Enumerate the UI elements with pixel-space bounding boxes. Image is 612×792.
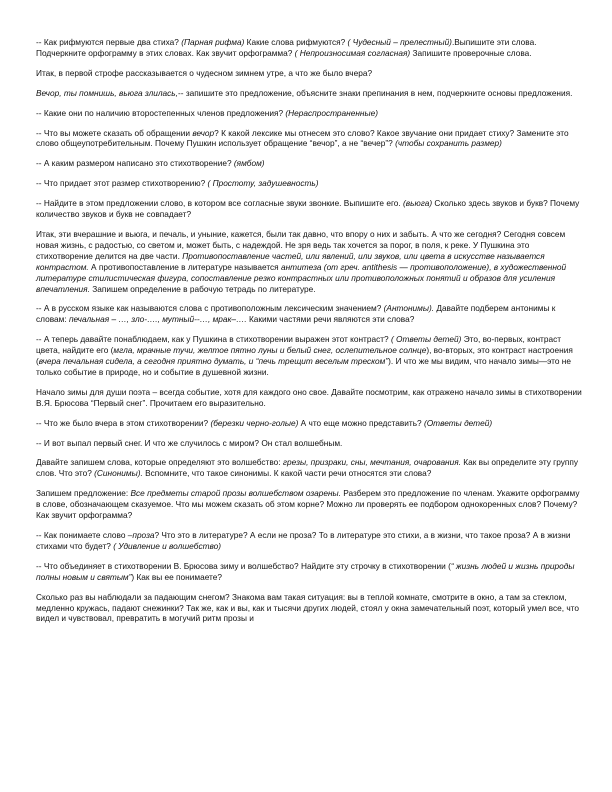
text-run: -- Что объединяет в стихотворении В. Брюсова зиму и волшебство? Найдите эту строчку в стихотворении ( — [36, 560, 451, 571]
italic-text: мгла, мрачные тучи, желтое пятно луны и белый снег, ослепительное солнце — [113, 345, 427, 356]
paragraph — [36, 108, 586, 119]
paragraph — [36, 88, 586, 99]
italic-text: проза — [132, 530, 155, 540]
text-run: -- Какие они по наличию второстепенных членов предложения? — [36, 107, 286, 118]
text-run: -- А в русском языке как называются слова с противоположным лексическим значением? — [36, 303, 384, 314]
text-run: Запишем предложение: — [36, 488, 131, 499]
text-run: ). И что же мы видим, что начало зимы—это не только событие в природе, но и событие в душевной жизни. — [36, 356, 572, 377]
italic-text: Вечор, ты помнишь, вьюга злилась, — [36, 87, 178, 98]
paragraph — [36, 158, 586, 169]
text-run: ) Как вы ее понимаете? — [131, 571, 222, 582]
italic-text: грезы, призраки, сны, мечтания, очарования. — [282, 457, 461, 468]
text-run: Как вы определите эту группу слов. Что это? — [36, 457, 579, 479]
text-run: -- Как понимаете слово – — [36, 530, 133, 540]
italic-text: (чтобы сохранить размер) — [395, 138, 502, 149]
italic-text: (Синонимы). — [94, 468, 143, 479]
italic-text: (Антонимы). — [383, 303, 435, 314]
italic-text: Противопоставление частей, или явлений, или звуков, или цвета в искусстве называется контрастом. — [36, 250, 545, 272]
text-run: А что еще можно представить? — [298, 417, 424, 428]
text-run: -- И вот выпал первый снег. И что же случилось с миром? Он стал волшебным. — [36, 437, 343, 448]
italic-text: (вьюга) — [403, 198, 433, 209]
paragraph — [36, 178, 586, 189]
text-run: -- Что придает этот размер стихотворению? — [36, 178, 208, 189]
text-run: Итак, в первой строфе рассказывается о чудесном зимнем утре, а что же было вчера? — [36, 67, 373, 78]
text-run: -- А каким размером написано это стихотворение? — [36, 158, 234, 169]
paragraph — [36, 387, 586, 409]
italic-text: антитеза (от греч. antithesis — противоположение), в художественной литературе стилистическая фигура, сопоставление резко контрастных или противоположных понятий и образов для усиления впечатления. — [36, 261, 567, 294]
italic-text: ( Удивление и волшебство) — [113, 540, 222, 551]
italic-text: “ жизнь людей и жизнь природы полны новым и святым” — [36, 560, 575, 582]
italic-text: (березки черно-голые) — [210, 417, 299, 428]
paragraph — [36, 438, 586, 449]
text-run: -- Что вы можете сказать об обращении — [36, 127, 193, 138]
text-run: А противопоставление в литературе называется — [88, 261, 281, 272]
text-run: ? К какой лексике мы отнесем это слово? Какое звучание они придает стиху? Замените это слово общеупотребительным. Почему Пушкин использует обращение “вечор”, а не “вечер”? — [36, 127, 569, 149]
text-run: Разберем это предложение по членам. Укажите орфограмму в слове, обозначающем сказуемое. Что мы можем сказать об этом корне? Можно ли проверять ее подбором однокоренных слов? Почему? Как звучит орфограмма? — [36, 488, 580, 521]
text-run: .Выпишите эти слова. Подчеркните орфограмму в этих словах. Как звучит орфограмма? — [36, 37, 537, 58]
text-run: -- А теперь давайте понаблюдаем, как у Пушкина в стихотворении выражен этот контраст? — [36, 334, 391, 345]
text-run: ? Что это в литературе? А если не проза? То в литературе это стихи, а в жизни, что такое проза? А в жизни стихами что будет? — [36, 530, 571, 551]
italic-text: ( Непроизносимая согласная) — [294, 47, 411, 58]
text-run: Давайте запишем слова, которые определяют это волшебство: — [36, 457, 283, 468]
text-run: -- Найдите в этом предложении слово, в котором все согласные звуки звонкие. Выпишите его. — [36, 198, 404, 209]
italic-text: печальная – …, зло-…., мутный--…, мрак–…. — [68, 314, 247, 325]
paragraph — [36, 561, 586, 583]
paragraph — [36, 128, 586, 150]
paragraph — [36, 334, 586, 378]
paragraph — [36, 418, 586, 429]
text-run: Итак, эти вчерашние и вьюга, и печаль, и уныние, кажется, были так давно, что впору о них и забыть. А что же сегодня? Сегодня совсем новая жизнь, с радостью, со светом и, может быть, с надеждой. Не зря ведь так хочется за порог, в поля, к реке. У Пушкина это стихотворение делится на две части. — [36, 228, 566, 261]
italic-text: (Нераспространенные) — [285, 107, 378, 118]
text-run: Запишите проверочные слова. — [410, 47, 532, 58]
paragraph — [36, 68, 586, 79]
text-run: -- запишите это предложение, объясните знаки препинания в нем, подчеркните основы предложения. — [177, 87, 573, 98]
paragraph — [36, 530, 586, 552]
italic-text: Все предметы старой прозы волшебством озарены. — [130, 488, 341, 499]
text-run: Это, во-первых, контраст цвета, найдите его ( — [36, 334, 562, 356]
paragraph — [36, 488, 586, 521]
paragraph — [36, 198, 586, 220]
text-run: Какие слова рифмуются? — [244, 37, 348, 47]
text-run: -- Как рифмуются первые два стиха? — [36, 37, 182, 47]
text-run: Сколько раз вы наблюдали за падающим снегом? Знакома вам такая ситуация: вы в теплой комнате, смотрите в окно, а там за стеклом, медленно кружась, падают снежинки? Так же, как и вы, как и тысячи других людей, стоял у окна замечательный поэт, который умел все, что видел и чувствовал, превратить в могучий ритм прозы и — [36, 591, 579, 624]
italic-text: (ямбом) — [233, 158, 265, 169]
paragraph — [36, 592, 586, 625]
text-run: -- Что же было вчера в этом стихотворении? — [36, 417, 211, 428]
text-run: Вспомните, что такое синонимы. К какой части речи относятся эти слова? — [142, 468, 432, 479]
text-run: Какими частями речи являются эти слова? — [246, 314, 415, 325]
italic-text: ( Простоту, задушевность) — [207, 178, 319, 189]
italic-text: (Парная рифма) — [181, 37, 245, 47]
paragraph — [36, 303, 586, 325]
text-run: Запишем определение в рабочую тетрадь по литературе. — [89, 283, 316, 294]
text-run: ), во-вторых, это контраст настроения ( — [36, 345, 573, 367]
italic-text: (Ответы детей) — [423, 417, 493, 428]
italic-text: вечор — [192, 127, 215, 138]
document-page — [36, 37, 586, 633]
paragraph — [36, 457, 586, 479]
text-run: Давайте подберем антонимы к словам: — [36, 303, 556, 325]
text-run: Сколько здесь звуков и букв? Почему количество звуков и букв не совпадает? — [36, 198, 580, 220]
text-run: Начало зимы для души поэта – всегда событие, хотя для каждого оно свое. Давайте посмотрим, как отражено начало зимы в стихотворении В.Я. Брюсова “Первый снег”. Прочитаем его выразительно. — [36, 386, 582, 408]
paragraph — [36, 37, 586, 59]
italic-text: вчера печальная сидела, а сегодня приятно думать, и “печь трещит веселым треском” — [38, 356, 389, 367]
italic-text: ( Чудесный – прелестный) — [347, 37, 452, 47]
italic-text: ( Ответы детей) — [390, 334, 462, 345]
paragraph — [36, 229, 586, 294]
